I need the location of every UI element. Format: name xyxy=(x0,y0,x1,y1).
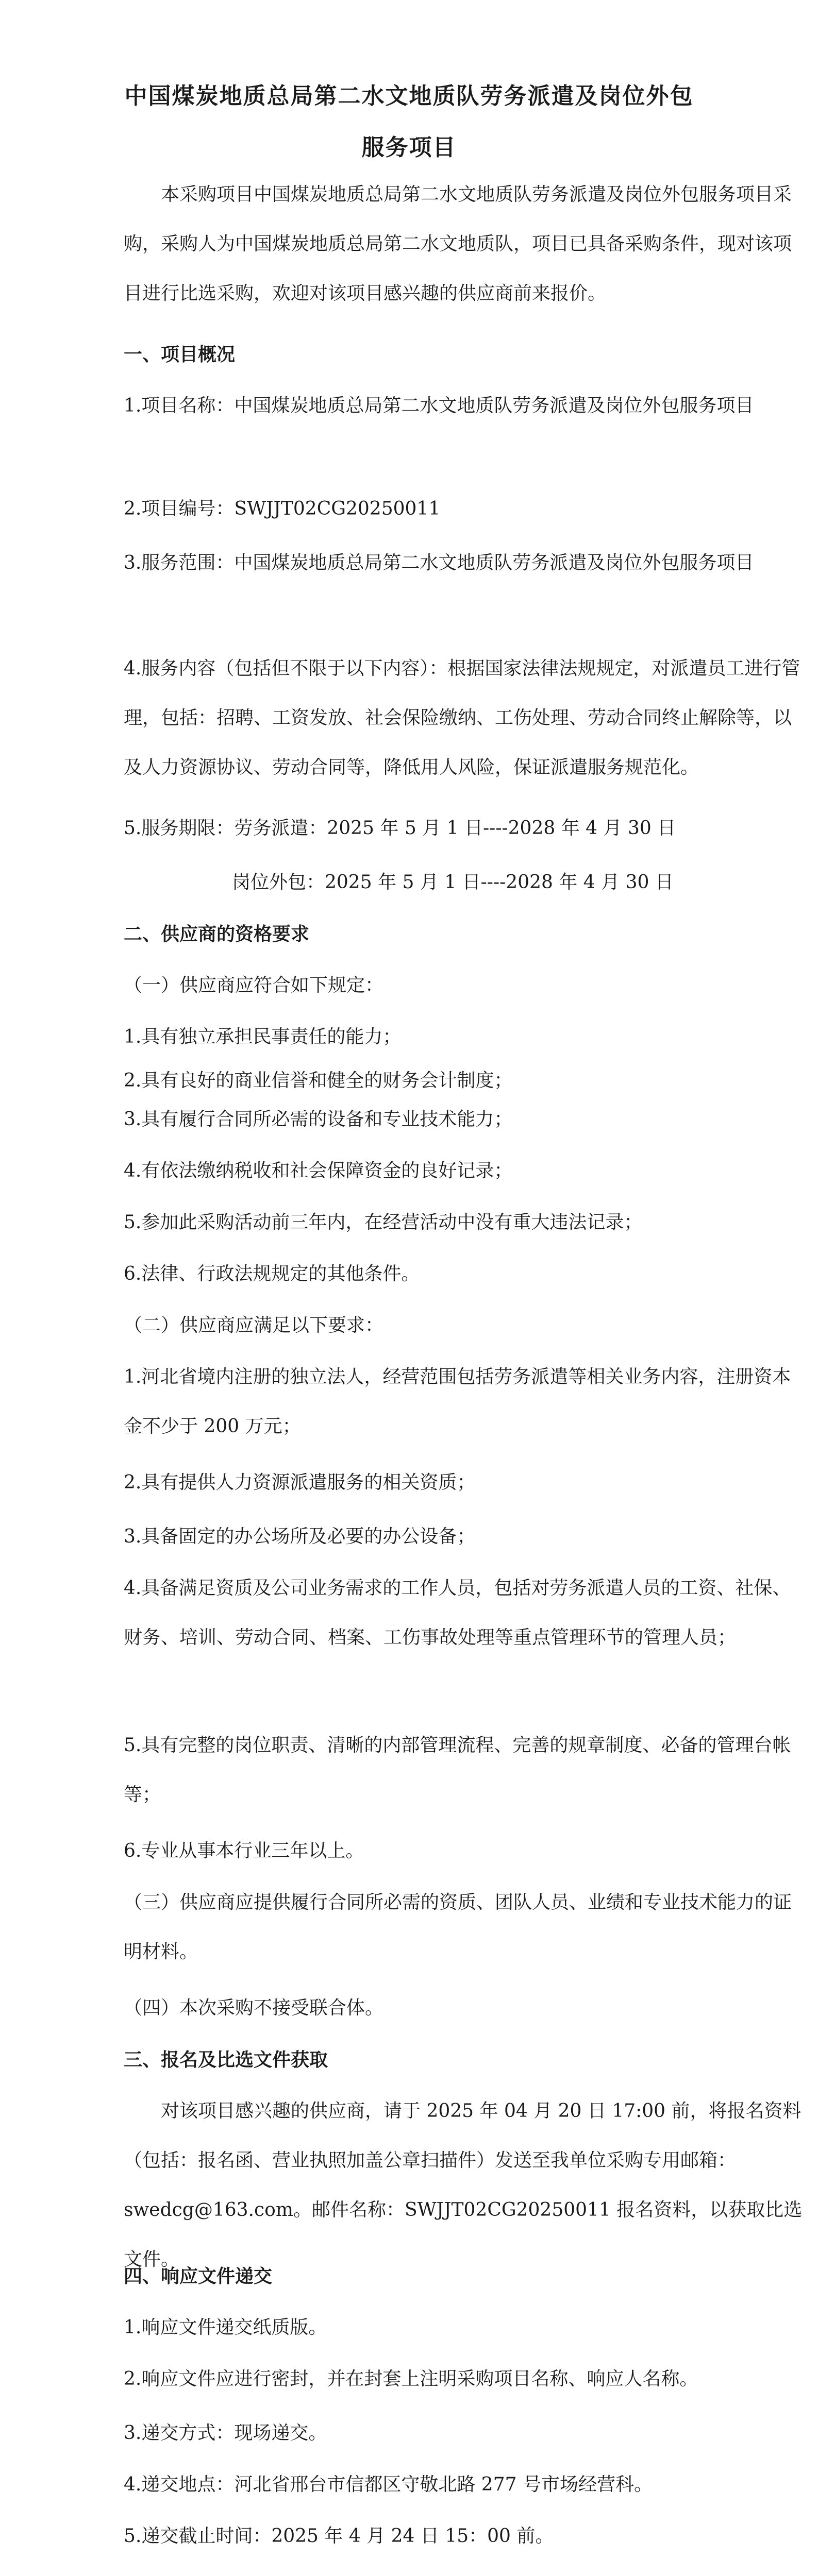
requirement-sub1: （一）供应商应符合如下规定： xyxy=(124,975,384,996)
requirement-sub2: （二）供应商应满足以下要求： xyxy=(124,1315,384,1336)
registration-paragraph: 对该项目感兴趣的供应商，请于 2025 年 04 月 20 日 17:00 前，将报名资料（包括：报名函、营业执照加盖公章扫描件）发送至我单位采购专用邮箱：swedcg@163.com。邮件名称：SWJJT02CG20250011 报名资料，以获取比选文件。 xyxy=(124,2100,803,2270)
requirement-b4: 4.具备满足资质及公司业务需求的工作人员，包括对劳务派遣人员的工资、社保、财务、培训、劳动合同、档案、工伤事故处理等重点管理环节的管理人员； xyxy=(124,1578,791,1648)
service-scope: 3.服务范围：中国煤炭地质总局第二水文地质队劳务派遣及岗位外包服务项目 xyxy=(124,552,754,573)
submission-c1: 1.响应文件递交纸质版。 xyxy=(124,2317,327,2338)
document-title-line2: 服务项目 xyxy=(361,134,457,161)
submission-c4: 4.递交地点：河北省邢台市信都区守敬北路 277 号市场经营科。 xyxy=(124,2474,653,2495)
section3-heading: 三、报名及比选文件获取 xyxy=(124,2049,328,2071)
submission-c2: 2.响应文件应进行密封，并在封套上注明采购项目名称、响应人名称。 xyxy=(124,2368,698,2389)
service-period-dispatch: 5.服务期限：劳务派遣：2025 年 5 月 1 日----2028 年 4 月 30 日 xyxy=(124,818,676,839)
requirement-a6: 6.法律、行政法规规定的其他条件。 xyxy=(124,1263,420,1284)
service-content: 4.服务内容（包括但不限于以下内容）：根据国家法律法规规定，对派遣员工进行管理，包括：招聘、工资发放、社会保险缴纳、工伤处理、劳动合同终止解除等，以及人力资源协议、劳动合同等，降低用人风险，保证派遣服务规范化。 xyxy=(124,658,800,778)
submission-c3: 3.递交方式：现场递交。 xyxy=(124,2422,327,2444)
project-number: 2.项目编号：SWJJT02CG20250011 xyxy=(124,498,441,519)
requirement-b5: 5.具有完整的岗位职责、清晰的内部管理流程、完善的规章制度、必备的管理台帐等； xyxy=(124,1735,791,1805)
service-period-outsource: 岗位外包：2025 年 5 月 1 日----2028 年 4 月 30 日 xyxy=(232,872,674,893)
section2-heading: 二、供应商的资格要求 xyxy=(124,923,310,945)
requirement-a5: 5.参加此采购活动前三年内，在经营活动中没有重大违法记录； xyxy=(124,1212,643,1233)
requirement-sub3: （三）供应商应提供履行合同所必需的资质、团队人员、业绩和专业技术能力的证明材料。 xyxy=(124,1892,792,1962)
requirement-b6: 6.专业从事本行业三年以上。 xyxy=(124,1840,364,1861)
requirement-a2: 2.具有良好的商业信誉和健全的财务会计制度； xyxy=(124,1070,513,1091)
section1-heading: 一、项目概况 xyxy=(124,344,236,365)
project-name: 1.项目名称：中国煤炭地质总局第二水文地质队劳务派遣及岗位外包服务项目 xyxy=(124,395,754,416)
requirement-a4: 4.有依法缴纳税收和社会保障资金的良好记录； xyxy=(124,1160,513,1181)
section4-heading: 四、响应文件递交 xyxy=(124,2265,273,2287)
document-title-line1: 中国煤炭地质总局第二水文地质队劳务派遣及岗位外包 xyxy=(124,83,694,109)
requirement-b1: 1.河北省境内注册的独立法人，经营范围包括劳务派遣等相关业务内容，注册资本金不少于 200 万元； xyxy=(124,1366,791,1437)
requirement-sub4: （四）本次采购不接受联合体。 xyxy=(124,1997,384,2019)
submission-c5: 5.递交截止时间：2025 年 4 月 24 日 15：00 前。 xyxy=(124,2526,554,2547)
section5-heading xyxy=(124,2563,804,2576)
requirement-a3: 3.具有履行合同所必需的设备和专业技术能力； xyxy=(124,1109,513,1130)
requirement-b2: 2.具有提供人力资源派遣服务的相关资质； xyxy=(124,1472,476,1493)
requirement-a1: 1.具有独立承担民事责任的能力； xyxy=(124,1026,402,1047)
requirement-b3: 3.具备固定的办公场所及必要的办公设备； xyxy=(124,1526,476,1547)
intro-paragraph: 本采购项目中国煤炭地质总局第二水文地质队劳务派遣及岗位外包服务项目采购，采购人为中国煤炭地质总局第二水文地质队，项目已具备采购条件，现对该项目进行比选采购，欢迎对该项目感兴趣的供应商前来报价。 xyxy=(124,184,792,304)
